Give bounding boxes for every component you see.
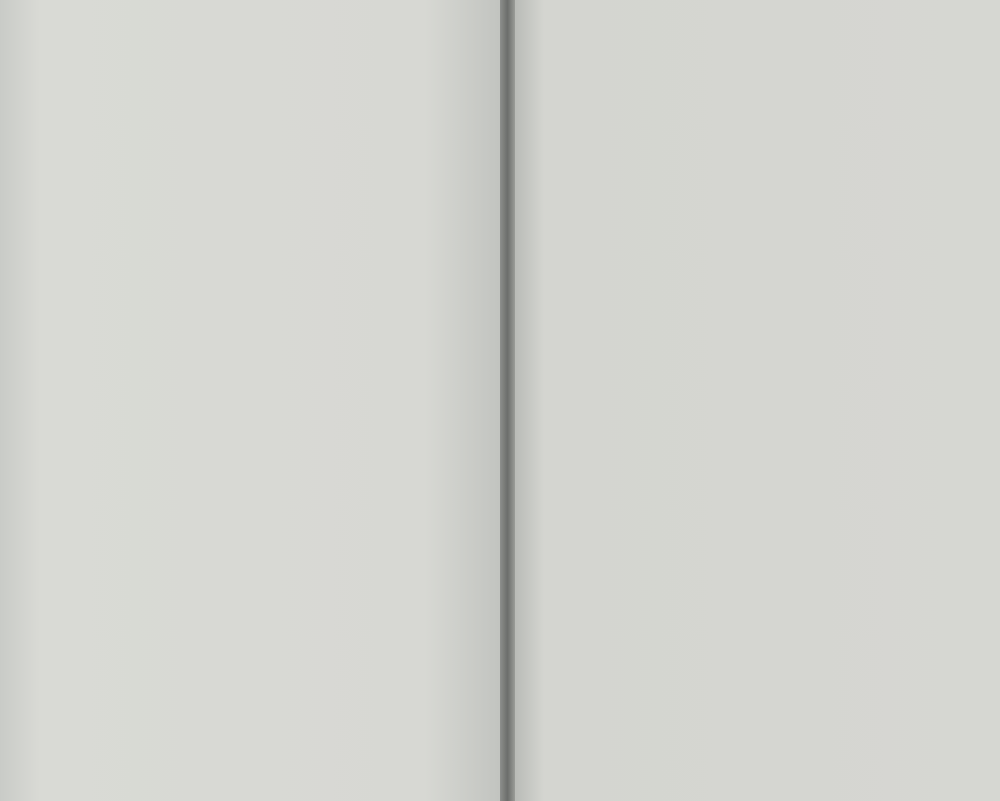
right-page — [515, 0, 1000, 801]
book-gutter — [500, 0, 515, 801]
